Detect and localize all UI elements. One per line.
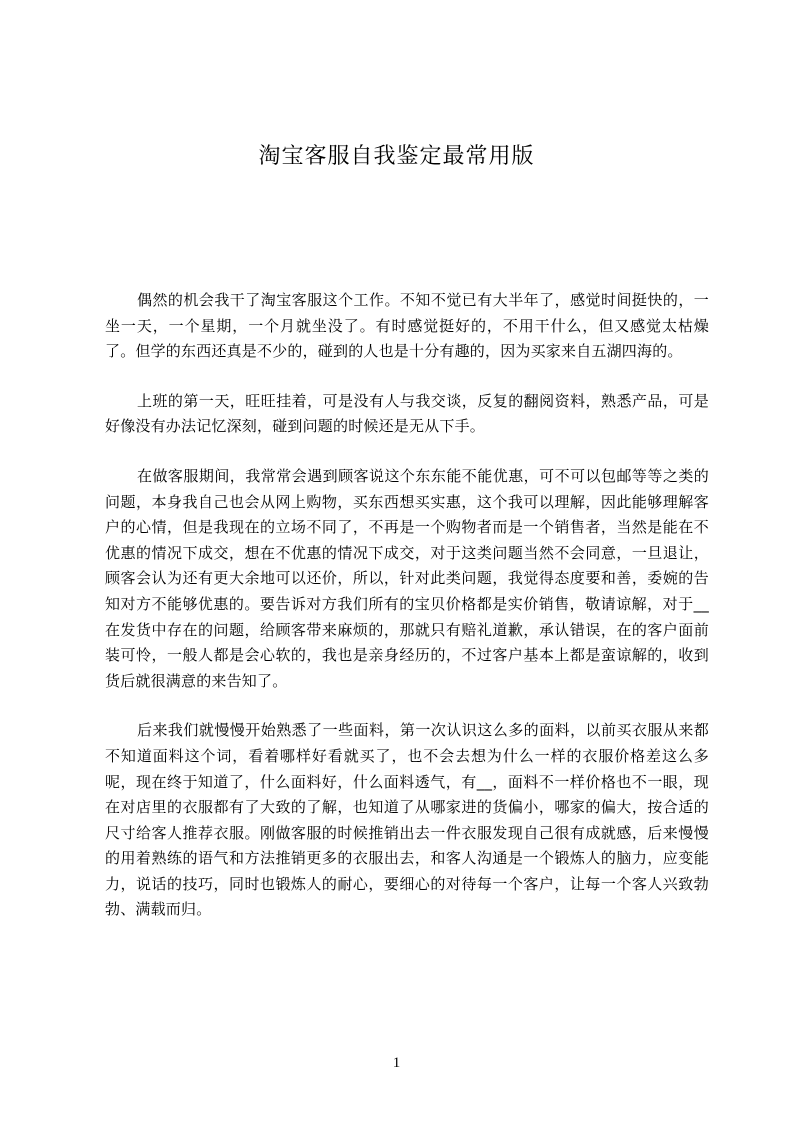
document-body	[105, 288, 709, 947]
paragraph-1: 偶然的机会我干了淘宝客服这个工作。不知不觉已有大半年了，感觉时间挺快的，一坐一天，一个星期，一个月就坐没了。有时感觉挺好的，不用干什么，但又感觉太枯燥了。但学的东西还真是不少的，碰到的人也是十分有趣的，因为买家来自五湖四海的。	[105, 291, 709, 361]
document-title: 淘宝客服自我鉴定最常用版	[258, 144, 535, 169]
paragraph-3: 在做客服期间，我常常会遇到顾客说这个东东能不能优惠，可不可以包邮等等之类的问题，本身我自己也会从网上购物，买东西想买实惠，这个我可以理解，因此能够理解客户的心情，但是我现在的立场不同了，不再是一个购物者而是一个销售者，当然是能在不优惠的情况下成交，想在不优惠的情况下成交，对于这类问题当然不会同意，一旦退让，顾客会认为还有更大余地可以还价，所以，针对此类问题，我觉得态度要和善，委婉的告知对方不能够优惠的。要告诉对方我们所有的宝贝价格都是实价销售，敬请谅解，对于__在发货中存在的问题，给顾客带来麻烦的，那就只有赔礼道歉，承认错误，在的客户面前装可怜，一般人都是会心软的，我也是亲身经历的，不过客户基本上都是蛮谅解的，收到货后就很满意的来告知了。	[105, 466, 709, 690]
paragraph-4: 后来我们就慢慢开始熟悉了一些面料，第一次认识这么多的面料，以前买衣服从来都不知道面料这个词，看着哪样好看就买了，也不会去想为什么一样的衣服价格差这么多呢，现在终于知道了，什么面料好，什么面料透气，有__，面料不一样价格也不一眼，现在对店里的衣服都有了大致的了解，也知道了从哪家进的货偏小，哪家的偏大，按合适的尺寸给客人推荐衣服。刚做客服的时候推销出去一件衣服发现自己很有成就感，后来慢慢的用着熟练的语气和方法推销更多的衣服出去，和客人沟通是一个锻炼人的脑力，应变能力，说话的技巧，同时也锻炼人的耐心，要细心的对待每一个客户，让每一个客人兴致勃勃、满载而归。	[105, 721, 709, 919]
paragraph-2: 上班的第一天，旺旺挂着，可是没有人与我交谈，反复的翻阅资料，熟悉产品，可是好像没有办法记忆深刻，碰到问题的时候还是无从下手。	[105, 391, 709, 436]
page-number: 1	[392, 1055, 401, 1071]
